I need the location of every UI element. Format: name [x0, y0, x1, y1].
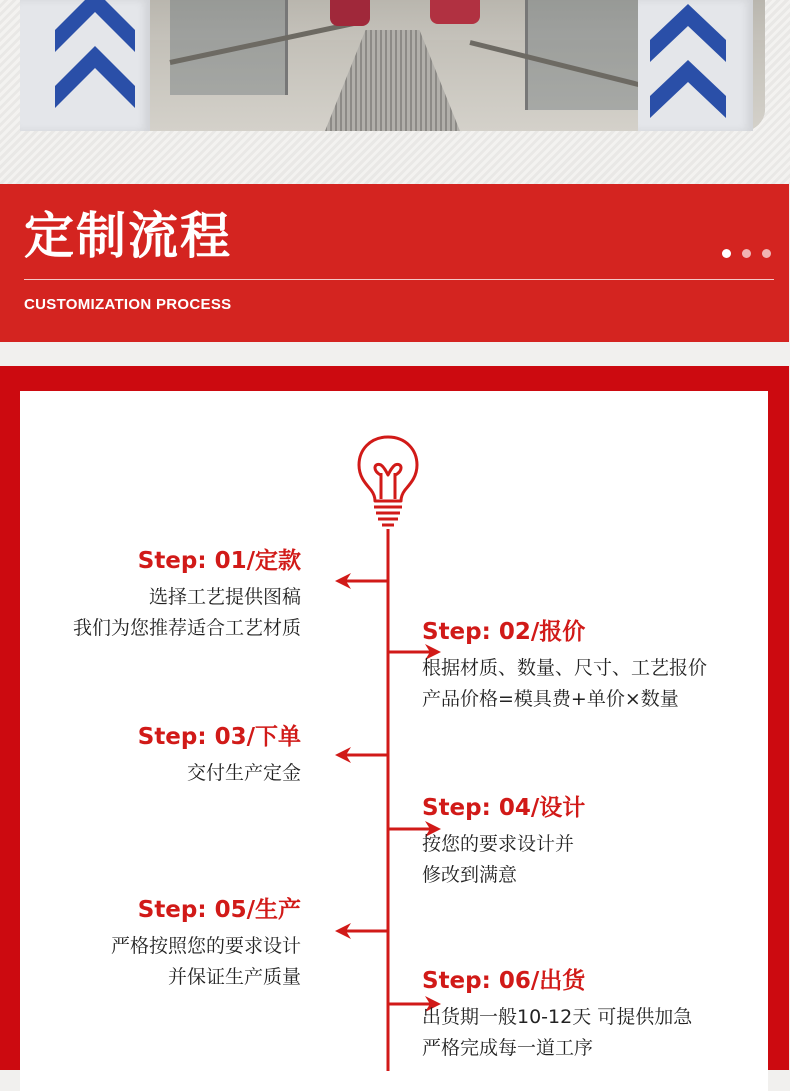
chevron-up-icon [638, 0, 753, 131]
process-step [111, 895, 301, 993]
step-label: Step: 01/定款 [137, 548, 301, 574]
step-label: Step: 06/出货 [422, 968, 586, 994]
section-title: 定制流程 [24, 207, 232, 265]
process-step [138, 722, 301, 789]
pillar-right [638, 0, 753, 131]
step-label: Step: 04/设计 [422, 795, 586, 821]
step-description: 产品价格=模具费+单价×数量 [422, 688, 679, 710]
pillar-left [20, 0, 150, 131]
process-step [422, 617, 707, 715]
process-step [422, 966, 692, 1064]
step-description: 严格按照您的要求设计 [110, 935, 301, 957]
carousel-dot[interactable] [742, 249, 751, 258]
process-step [73, 546, 301, 644]
step-description: 根据材质、数量、尺寸、工艺报价 [422, 657, 708, 679]
step-label: Step: 03/下单 [137, 724, 301, 750]
process-step [422, 793, 585, 891]
section-header [0, 184, 789, 342]
step-description: 严格完成每一道工序 [422, 1037, 594, 1059]
step-description: 并保证生产质量 [167, 966, 301, 988]
step-description: 出货期一般10-12天 可提供加急 [422, 1006, 693, 1028]
arrow-left-icon [335, 923, 388, 939]
divider [24, 279, 774, 280]
banner-photo-area [0, 0, 790, 184]
carousel-dot[interactable] [762, 249, 771, 258]
arrow-left-icon [335, 573, 388, 589]
step-description: 修改到满意 [422, 864, 518, 886]
step-description: 选择工艺提供图稿 [148, 586, 301, 608]
lightbulb-icon [359, 437, 417, 525]
chevron-up-icon [20, 0, 150, 131]
section-subtitle: CUSTOMIZATION PROCESS [24, 296, 232, 313]
step-label: Step: 05/生产 [137, 897, 301, 923]
process-card [20, 391, 768, 1091]
step-description: 按您的要求设计并 [422, 833, 575, 855]
step-description: 交付生产定金 [186, 762, 301, 784]
carousel-dot[interactable] [722, 249, 731, 258]
step-description: 我们为您推荐适合工艺材质 [72, 617, 301, 639]
process-frame [0, 366, 789, 1070]
arrow-left-icon [335, 747, 388, 763]
step-label: Step: 02/报价 [422, 619, 586, 645]
